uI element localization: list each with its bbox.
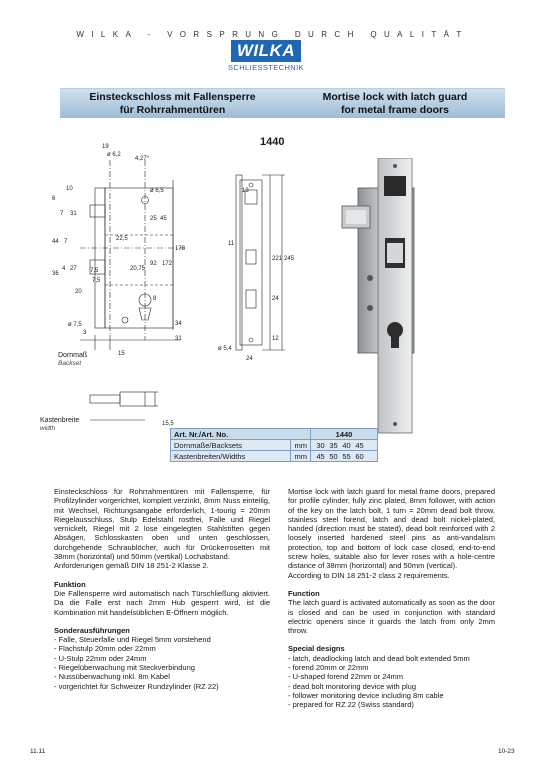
list-item: - dead bolt monitoring device with plug [288, 681, 416, 691]
spec-value: 55 [342, 451, 351, 461]
de-options-list [54, 635, 270, 691]
table-row [171, 451, 378, 462]
spec-row-unit: mm [291, 451, 311, 462]
dim-mid-6: 92 [150, 261, 157, 267]
list-item: - Riegelüberwachung mit Steckverbindung [54, 663, 195, 673]
table-row [171, 440, 378, 451]
dim-left-3: 31 [70, 211, 77, 217]
case-width-label-de: Kastenbreite [40, 417, 80, 424]
dim-left-8: 27 [70, 266, 77, 272]
backset-label-de: Dornmaß [58, 352, 88, 359]
dim-right-1: 11 [228, 241, 235, 247]
dim-left-1: 6 [52, 196, 56, 202]
dim-mid-3: 22,5 [116, 236, 128, 242]
spec-row-label: Kastenbreiten/Widths [171, 451, 291, 462]
list-item: - follower monitoring device including 8m cable [288, 690, 444, 700]
list-item: - U-shaped forend 22mm or 24mm [288, 672, 404, 682]
en-function-title: Function [288, 588, 320, 598]
dim-right-3: 245 [284, 256, 295, 262]
spec-header-label: Art. Nr./Art. No. [171, 429, 311, 440]
dim-left-10: 20 [75, 289, 82, 295]
footer-date: 11.11 [30, 748, 46, 755]
dim-left-4: 44 [52, 239, 59, 245]
backset-label [58, 352, 87, 368]
spec-value: 45 [355, 440, 364, 450]
dim-right-6: ø 5,4 [218, 346, 232, 352]
spec-table [170, 428, 378, 462]
case-width-label [40, 417, 79, 433]
footer-page-number: 10-23 [498, 748, 515, 755]
spec-header-value: 1440 [311, 429, 378, 440]
dim-mid-1: 25 [150, 216, 157, 222]
spec-table-header [171, 429, 378, 440]
side-view [80, 160, 185, 350]
dim-mid-10: 15 [118, 351, 125, 357]
logo-subtitle: SCHLIESSTECHNIK [227, 63, 305, 72]
de-norm: Anforderungen gemäß DIN 18 251-2 Klasse 2. [54, 561, 209, 571]
dim-right-9: 31 [175, 336, 182, 342]
en-function-text: The latch guard is activated automatically as soon as the door is closed and can be used in conjunction with standard electric openers since it guards the latch from only 2mm throw. [288, 598, 495, 636]
list-item: - prepared for RZ 22 (Swiss standard) [288, 700, 414, 710]
dim-right-0: 13 [242, 188, 249, 194]
front-view [236, 175, 285, 350]
case-width-label-en: width [40, 425, 56, 432]
list-item: - vorgerichtet für Schweizer Rundzylinder (RZ 22) [54, 681, 219, 691]
spec-value: 60 [355, 451, 364, 461]
spec-row-values [311, 451, 378, 462]
en-norm: According to DIN 18 251-2 class 2 requirements. [288, 570, 450, 580]
dim-right-8: 34 [175, 321, 182, 327]
dim-left-5: 7 [64, 239, 68, 245]
title-en-line2: for metal frame doors [341, 103, 449, 116]
title-de-line2: für Rohrrahmentüren [119, 103, 226, 116]
dim-right-4: 24 [272, 296, 279, 302]
de-function-title: Funktion [54, 579, 86, 589]
english-description [288, 487, 495, 710]
spec-value: 50 [329, 451, 338, 461]
spec-row-values [311, 440, 378, 451]
list-item: - Flachstulp 20mm oder 22mm [54, 644, 156, 654]
dim-mid-2: 45 [160, 216, 167, 222]
dim-top-2: 4,27° [135, 156, 150, 162]
en-options-title: Special designs [288, 644, 345, 654]
dim-width-detail: 15,5 [162, 421, 174, 427]
dim-right-7: 24 [246, 356, 253, 362]
dim-mid-9: 178 [175, 246, 186, 252]
title-english [285, 91, 505, 116]
spec-value: 35 [329, 440, 338, 450]
dim-left-11: ø 7,5 [68, 322, 82, 328]
title-german [60, 91, 285, 116]
technical-drawing [50, 140, 295, 440]
dim-mid-8: 172 [162, 261, 173, 267]
backset-label-en: Backset [58, 360, 82, 367]
german-description [54, 487, 270, 691]
list-item: - latch, deadlocking latch and dead bolt extended 5mm [288, 653, 470, 663]
dim-left-12: 3 [83, 330, 87, 336]
en-options-list [288, 654, 495, 710]
list-item: - Falle, Steuerfalle und Riegel 5mm vorstehend [54, 635, 211, 645]
lock-product-image [340, 158, 440, 438]
model-number: 1440 [260, 136, 285, 148]
dim-left-7: 4 [62, 266, 66, 272]
list-item: - U-Stulp 22mm oder 24mm [54, 653, 147, 663]
spec-value: 30 [316, 440, 325, 450]
dim-mid-0: ø 6,5 [150, 188, 164, 194]
title-bar [60, 88, 505, 118]
dim-right-2: 221 [272, 256, 283, 262]
wilka-logo [226, 40, 306, 72]
spec-value: 40 [342, 440, 351, 450]
en-intro: Mortise lock with latch guard for metal frame doors, prepared for profile cylinder, fully zinc plated, 8mm follower, with action of the key on the latch bolt, 1 turn = 20mm dead bolt throw, stainless steel forend, latch and dead bolt nickel-plated, handed (direction must be stated), dead bolt reinforced with 2 loosely inserted hardened steel pins as anti-vandalism protection, top and bottom of lock case closed, end-to-end screw holes, suitable also for lever roses with a hole-centre distance of 38mm (horizontal) and 50mm (vertical). [288, 487, 495, 571]
spec-row-label: Dornmaße/Backsets [171, 440, 291, 451]
dim-left-2: 7 [60, 211, 64, 217]
logo-text: WILKA [231, 40, 301, 62]
dim-left-6: 36 [52, 271, 59, 277]
spec-row-unit: mm [291, 440, 311, 451]
de-function-text: Die Fallensperre wird automatisch nach Türschließung aktiviert. Da die Falle erst nach 2mm Hub gesperrt wird, ist die Kombination mit handelsüblichen E-Öffnern möglich. [54, 588, 270, 617]
header-tagline: WILKA - VORSPRUNG DURCH QUALITÄT [76, 30, 469, 39]
width-detail [90, 392, 158, 420]
spec-value: 45 [316, 451, 325, 461]
title-en-line1: Mortise lock with latch guard [322, 91, 468, 103]
dim-top-1: ø 6,2 [107, 152, 121, 158]
de-intro: Einsteckschloss für Rohrrahmentüren mit Fallensperre, für Profilzylinder vorgerichtet, komplett verzinkt, 8mm Nuss einteilig, mit Wechsel, Richtungsangabe erforderlich, 1-tourig = 20mm Riegelausschluss, Stulp Edelstahl rostfrei, Falle und Riegel vernickelt, Riegel mit 2 lose eingelegten Stahlstiften gegen Absägen, Schlosskasten oben und unten geschlossen, durchgehende Schraublöcher, auch für Drückerrosetten mit 38mm (horizontal) und 50mm (vertikal) Lochabstand. [54, 487, 270, 562]
dim-left-9: 7,5 [90, 268, 99, 274]
dim-top-0: 19 [102, 144, 109, 150]
title-de-line1: Einsteckschloss mit Fallensperre [89, 91, 256, 103]
dim-mid-5: 7,5 [92, 278, 101, 284]
de-options-title: Sonderausführungen [54, 625, 130, 635]
list-item: - forend 20mm or 22mm [288, 663, 369, 673]
dim-left-0: 10 [66, 186, 73, 192]
list-item: - Nussüberwachung inkl. 8m Kabel [54, 672, 170, 682]
dim-mid-7: 8 [153, 296, 157, 302]
dim-mid-4: 20,75 [130, 266, 146, 272]
dim-right-5: 12 [272, 336, 279, 342]
